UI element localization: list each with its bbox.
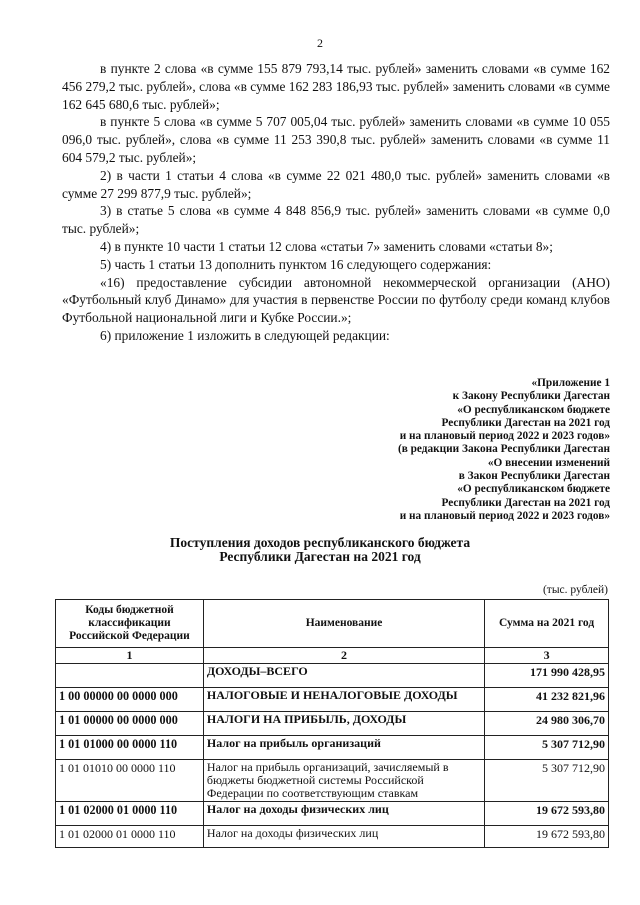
column-number: 1: [56, 648, 204, 664]
paragraph: «16) предоставление субсидии автономной некоммерческой организации (АНО) «Футбольный клуб Динамо» для участия в первенстве России по футболу среди команд клубов Футбольной национальной лиги и Кубке России.»;: [62, 274, 610, 326]
appendix-line: в Закон Республики Дагестан: [458, 470, 610, 483]
appendix-line: к Закону Республики Дагестан: [452, 390, 610, 403]
table-title: [0, 536, 640, 564]
appendix-line: «Приложение 1: [531, 377, 610, 389]
page-number: 2: [317, 36, 323, 50]
amendment-text: [62, 60, 610, 345]
appendix-line: и на плановый период 2022 и 2023 годов»: [399, 430, 610, 443]
table-row: [56, 760, 609, 802]
row-code: 1 00 00000 00 0000 000: [56, 688, 204, 712]
appendix-line: и на плановый период 2022 и 2023 годов»: [399, 509, 610, 522]
units-label: (тыс. рублей): [542, 584, 608, 596]
row-name: Налог на прибыль организаций, зачисляемый в бюджеты бюджетной системы Российской Федерации по соответствующим ставкам: [203, 760, 484, 802]
appendix-line: «О республиканском бюджете: [457, 403, 610, 416]
table-title-line: Поступления доходов республиканского бюджета: [169, 535, 471, 550]
row-amount: 19 672 593,80: [485, 802, 609, 826]
row-code: 1 01 01000 00 0000 110: [56, 736, 204, 760]
row-code: 1 01 02000 01 0000 110: [56, 802, 204, 826]
row-name: Налог на доходы физических лиц: [203, 802, 484, 826]
appendix-line: «О внесении изменений: [487, 456, 610, 469]
row-code: 1 01 00000 00 0000 000: [56, 712, 204, 736]
appendix-line: Республики Дагестан на 2021 год: [441, 416, 610, 429]
paragraph: 2) в части 1 статьи 4 слова «в сумме 22 021 480,0 тыс. рублей» заменить словами «в сумме 27 299 877,9 тыс. рублей»;: [62, 167, 610, 201]
appendix-header: [330, 377, 610, 523]
table-row: [56, 736, 609, 760]
row-code: 1 01 01010 00 0000 110: [56, 760, 204, 802]
header-name: Наименование: [203, 600, 484, 648]
appendix-line: «О республиканском бюджете: [457, 483, 610, 496]
row-name: НАЛОГИ НА ПРИБЫЛЬ, ДОХОДЫ: [203, 712, 484, 736]
table-row: [56, 688, 609, 712]
row-code: 1 01 02000 01 0000 110: [56, 826, 204, 848]
paragraph: 5) часть 1 статьи 13 дополнить пунктом 16 следующего содержания:: [100, 256, 492, 272]
row-amount: 5 307 712,90: [485, 736, 609, 760]
header-amount: Сумма на 2021 год: [485, 600, 609, 648]
appendix-line: (в редакции Закона Республики Дагестан: [397, 443, 610, 456]
column-number: 2: [203, 648, 484, 664]
paragraph: 3) в статье 5 слова «в сумме 4 848 856,9 тыс. рублей» заменить словами «в сумме 0,0 тыс. рублей»;: [62, 203, 610, 237]
paragraph: в пункте 5 слова «в сумме 5 707 005,04 тыс. рублей» заменить словами «в сумме 10 055 096,0 тыс. рублей», слова «в сумме 11 253 390,8 тыс. рублей» заменить словами «в сумме 11 604 579,2 тыс. рублей»;: [62, 114, 610, 165]
row-name: НАЛОГОВЫЕ И НЕНАЛОГОВЫЕ ДОХОДЫ: [203, 688, 484, 712]
row-code: [56, 664, 204, 688]
header-code: Коды бюджетной классификации Российской Федерации: [56, 600, 204, 648]
row-amount: 5 307 712,90: [485, 760, 609, 802]
paragraph: в пункте 2 слова «в сумме 155 879 793,14 тыс. рублей» заменить словами «в сумме 162 456 279,2 тыс. рублей», слова «в сумме 162 283 186,93 тыс. рублей» заменить словами «в сумме 162 645 680,6 тыс. рублей»;: [62, 61, 610, 112]
row-amount: 171 990 428,95: [485, 664, 609, 688]
paragraph: 6) приложение 1 изложить в следующей редакции:: [100, 327, 390, 343]
income-table: [55, 599, 609, 848]
table-row: [56, 826, 609, 848]
column-number: 3: [485, 648, 609, 664]
row-amount: 24 980 306,70: [485, 712, 609, 736]
row-name: Налог на прибыль организаций: [203, 736, 484, 760]
table-row: [56, 712, 609, 736]
appendix-line: Республики Дагестан на 2021 год: [441, 496, 610, 509]
paragraph: 4) в пункте 10 части 1 статьи 12 слова «статьи 7» заменить словами «статьи 8»;: [100, 238, 553, 254]
row-name: Налог на доходы физических лиц: [203, 826, 484, 848]
row-amount: 41 232 821,96: [485, 688, 609, 712]
table-title-line: Республики Дагестан на 2021 год: [219, 549, 421, 564]
row-amount: 19 672 593,80: [485, 826, 609, 848]
table-row: [56, 802, 609, 826]
row-name: ДОХОДЫ–ВСЕГО: [203, 664, 484, 688]
table-row: [56, 664, 609, 688]
